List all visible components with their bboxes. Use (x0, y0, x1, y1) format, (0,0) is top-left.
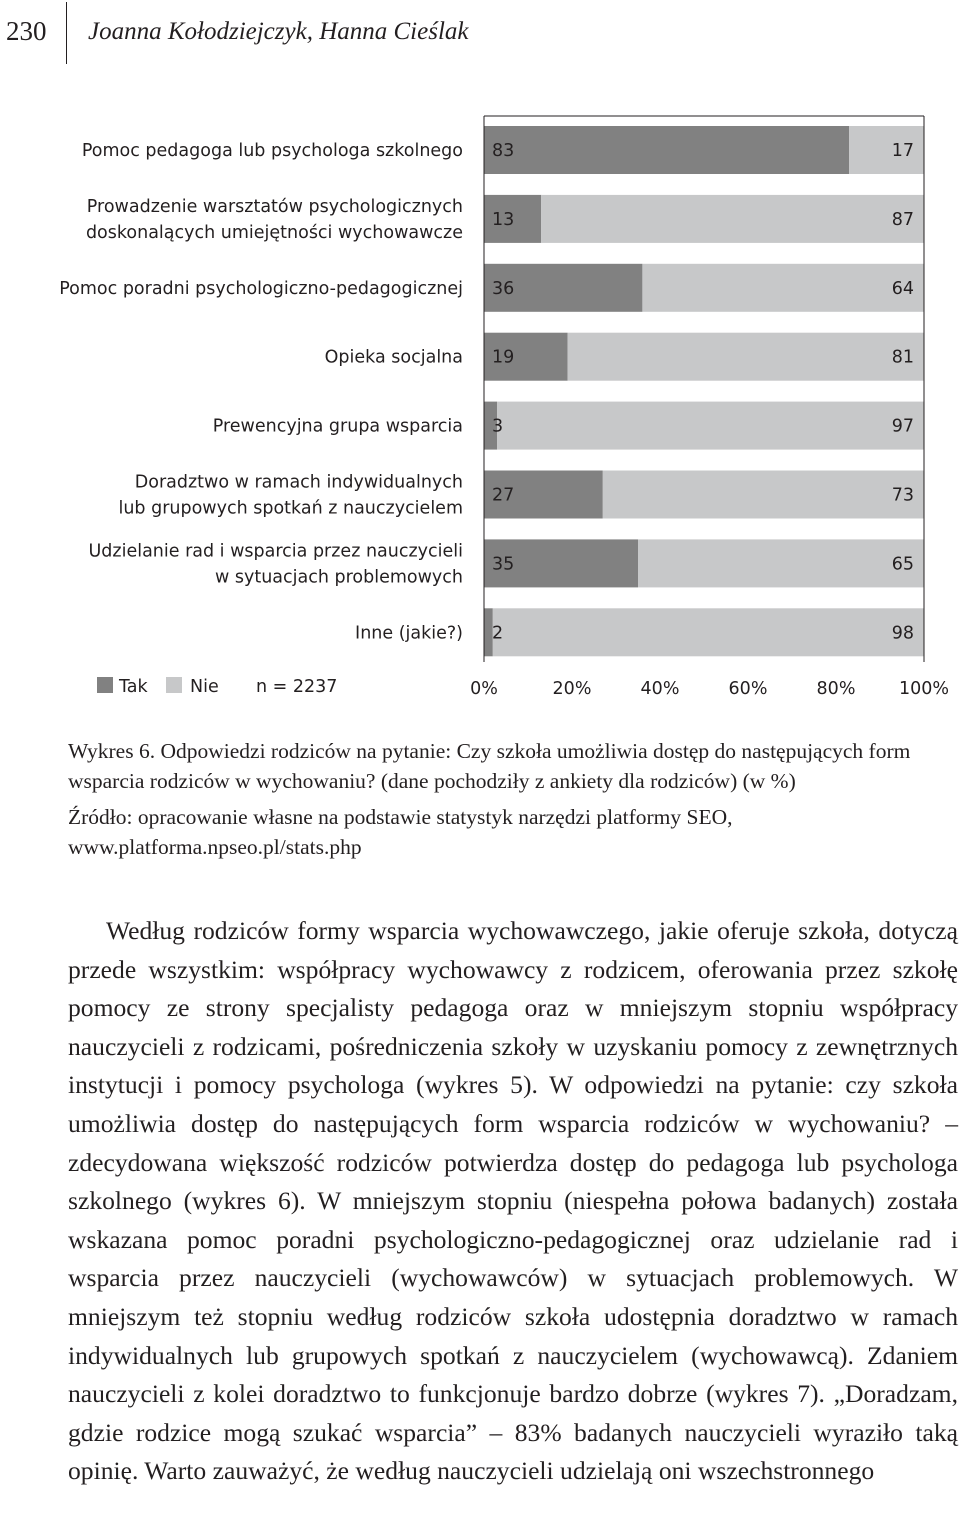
figure-caption (68, 736, 960, 796)
data-label-tak: 83 (492, 141, 515, 161)
category-label: Udzielanie rad i wsparcia przez nauczycieli (88, 541, 463, 562)
category-label: doskonalących umiejętności wychowawcze (85, 222, 463, 243)
data-label-nie: 73 (891, 485, 914, 506)
data-label-tak: 13 (492, 209, 515, 230)
figure-caption-text: Odpowiedzi rodziców na pytanie: Czy szkoła umożliwia dostęp do następujących form wsparcia rodziców w wychowaniu? (dane pochodziły z ankiety dla rodziców) (w %) (68, 739, 911, 793)
data-label-nie: 98 (891, 623, 914, 644)
category-label: Prewencyjna grupa wsparcia (212, 416, 463, 437)
legend-swatch-tak (97, 677, 113, 693)
bar-nie (497, 402, 924, 450)
x-tick-label: 60% (728, 679, 768, 699)
category-label: w sytuacjach problemowych (214, 567, 463, 588)
figure-source: Źródło: opracowanie własne na podstawie statystyk narzędzi platformy SEO, www.platforma.npseo.pl/stats.php (68, 805, 733, 859)
data-label-nie: 97 (891, 416, 914, 437)
data-label-nie: 65 (891, 554, 914, 575)
data-label-nie: 81 (891, 347, 914, 368)
data-label-tak: 19 (492, 347, 515, 368)
bar-nie (493, 608, 924, 656)
category-label: Pomoc poradni psychologiczno-pedagogicznej (59, 278, 463, 299)
data-label-tak: 35 (492, 554, 515, 575)
x-tick-label: 0% (470, 679, 498, 699)
body-paragraph (68, 912, 958, 1491)
category-label: Prowadzenie warsztatów psychologicznych (86, 196, 463, 217)
bar-nie (642, 264, 924, 312)
bar-nie (603, 471, 924, 519)
x-tick-label: 100% (898, 679, 950, 699)
bar-nie (541, 195, 924, 243)
legend-swatch-nie (166, 677, 182, 693)
body-paragraph-text: Według rodziców formy wsparcia wychowawczego, jakie oferuje szkoła, dotyczą przede wszystkim: współpracy wychowawcy z rodzicem, oferowania przez szkołę pomocy ze strony specjalisty pedagoga oraz w mniejszym stopniu współpracy nauczycieli z rodzicami, pośredniczenia szkoły w uzyskaniu pomocy z zewnętrznych instytucji i pomocy psychologa (wykres 5). W odpowiedzi na pytanie: czy szkoła umożliwia dostęp do następujących form wsparcia rodziców w wychowaniu? – zdecydowana większość rodziców potwierdza dostęp do pedagoga lub psychologa szkolnego (wykres 6). W mniejszym stopniu (niespełna połowa badanych) została wskazana pomoc poradni psychologiczno-pedagogicznej oraz udzielanie rad i wsparcia przez nauczycieli (wychowawców) w sytuacjach problemowych. W mniejszym też stopniu według rodziców szkoła udostępnia doradztwo w ramach indywidualnych lub grupowych spotkań z nauczycielem (wychowawcą). Zdaniem nauczycieli z kolei doradztwo to funkcjonuje bardzo dobrze (wykres 7). „Doradzam, gdzie rodzice mogą szukać wsparcia” – 83% badanych nauczycieli wyraziło taką opinię. Warto zauważyć, że według nauczycieli udzielają oni wszechstronnego (68, 916, 958, 1486)
data-label-tak: 3 (492, 416, 504, 437)
stacked-bar-chart (0, 0, 960, 712)
bar-tak (484, 126, 849, 174)
page-number: 230 (6, 16, 47, 46)
bar-nie (638, 539, 924, 587)
legend-label-tak: Tak (119, 677, 148, 697)
category-label: Inne (jakie?) (355, 623, 463, 644)
legend-label-nie: Nie (190, 677, 219, 697)
category-label: Pomoc pedagoga lub psychologa szkolnego (81, 141, 463, 161)
data-label-tak: 2 (492, 623, 504, 644)
sample-size-note: n = 2237 (256, 677, 338, 697)
x-tick-label: 80% (816, 679, 856, 699)
data-label-tak: 27 (492, 485, 515, 506)
category-label: Doradztwo w ramach indywidualnych (134, 472, 463, 493)
category-label: lub grupowych spotkań z nauczycielem (118, 498, 463, 519)
data-label-nie: 17 (891, 141, 914, 161)
data-label-nie: 64 (891, 278, 914, 299)
figure-caption-label: Wykres 6. (68, 739, 156, 763)
x-tick-label: 40% (640, 679, 680, 699)
running-head-authors: Joanna Kołodziejczyk, Hanna Cieślak (88, 18, 469, 45)
data-label-tak: 36 (492, 278, 515, 299)
x-tick-label: 20% (552, 679, 592, 699)
category-label: Opieka socjalna (324, 347, 463, 368)
data-label-nie: 87 (891, 209, 914, 230)
bar-nie (568, 333, 924, 381)
